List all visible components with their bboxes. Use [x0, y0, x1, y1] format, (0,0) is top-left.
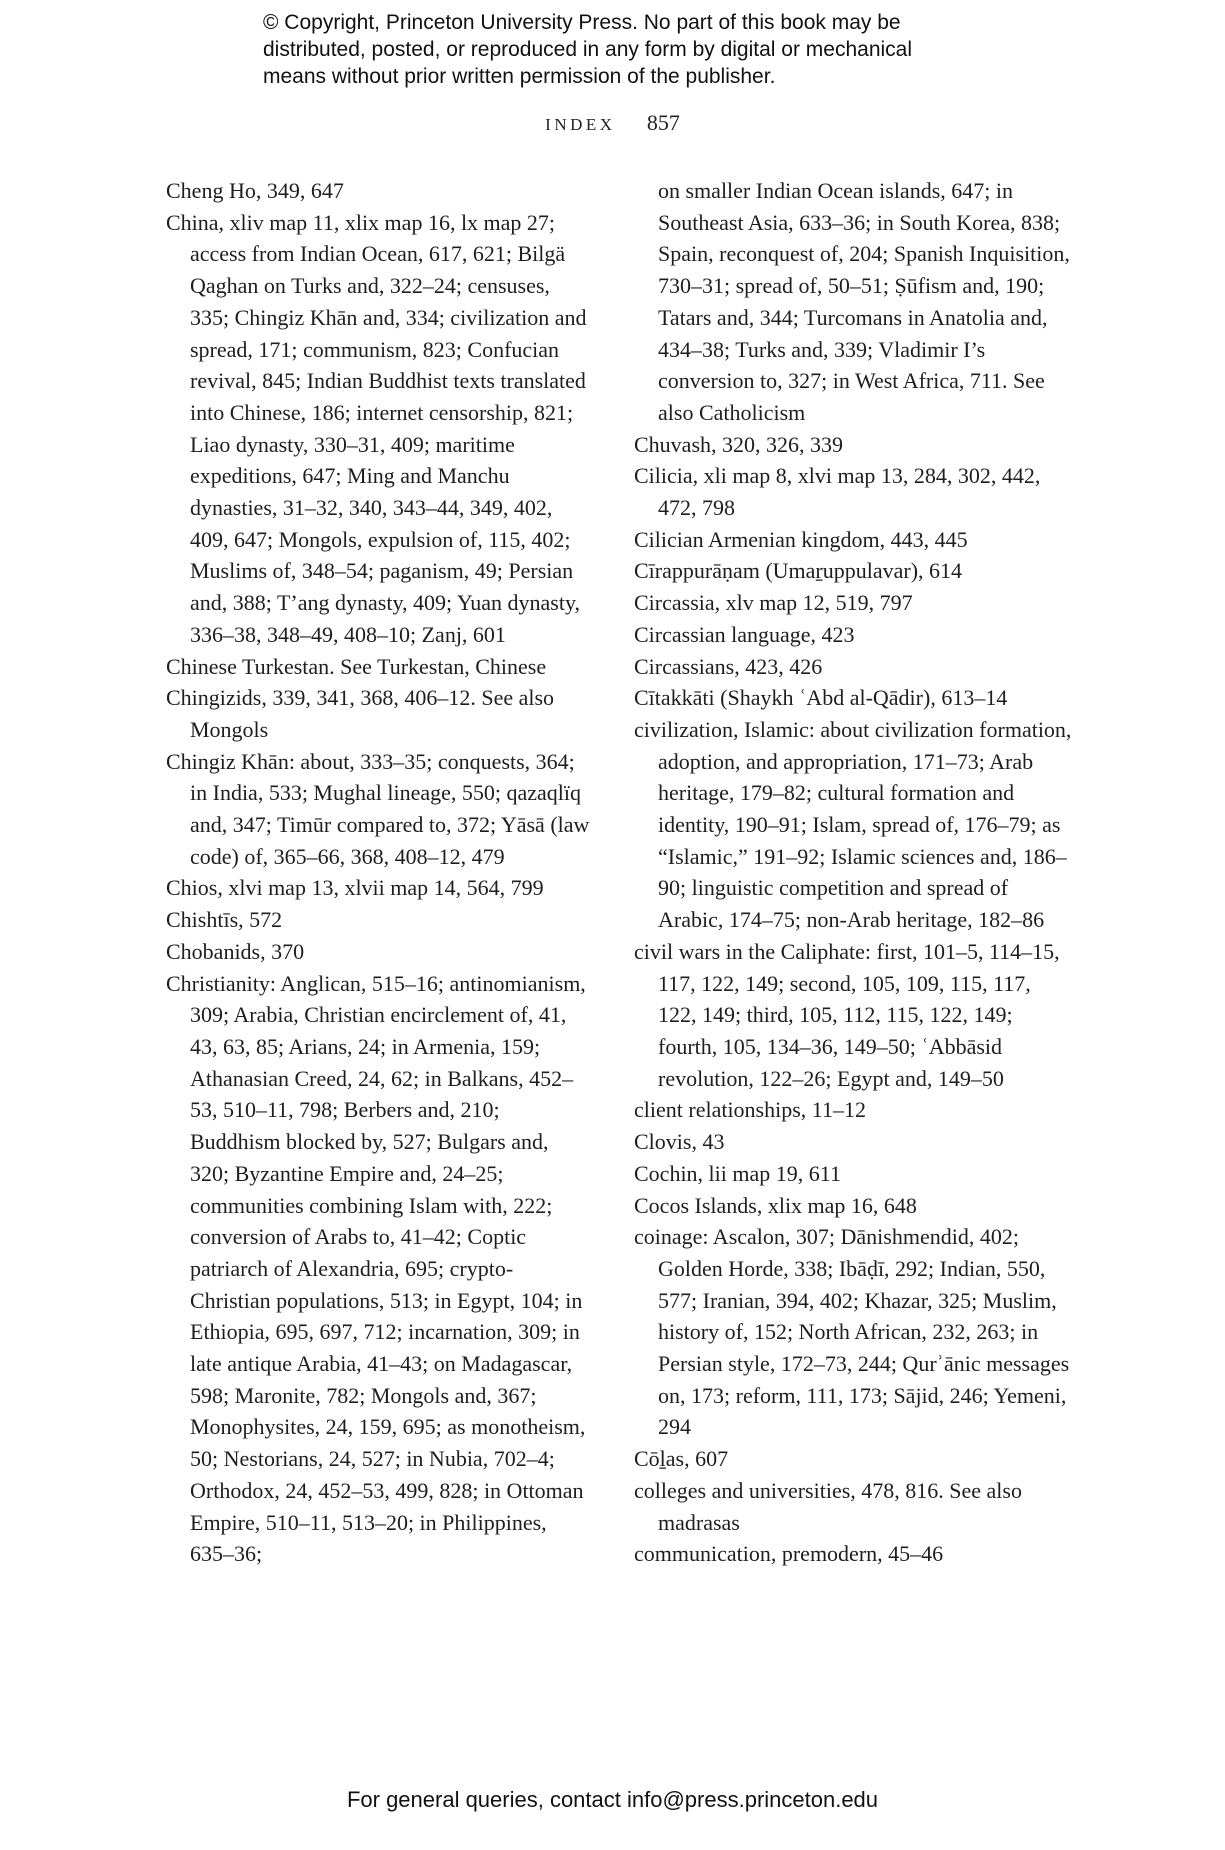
index-column-left	[166, 175, 591, 1570]
index-entry: Chuvash, 320, 326, 339	[634, 431, 843, 457]
index-entry: colleges and universities, 478, 816. See also madrasas	[634, 1477, 1022, 1535]
index-entry: civilization, Islamic: about civilization formation, adoption, and appropriation, 171–73; Arab heritage, 179–82; cultural formation and identity, 190–91; Islam, spread of, 176–79; as “Islamic,” 191–92; Islamic sciences and, 186–90; linguistic competition and spread of Arabic, 174–75; non-Arab heritage, 182–86	[634, 716, 1072, 933]
copyright-line: © Copyright, Princeton University Press. No part of this book may be	[263, 11, 901, 34]
index-entry: Circassian language, 423	[634, 621, 855, 647]
index-entry: Cītakkāti (Shaykh ʿAbd al-Qādir), 613–14	[634, 685, 1008, 711]
section-title: INDEX	[545, 115, 616, 134]
index-entry: Circassia, xlv map 12, 519, 797	[634, 590, 913, 616]
index-entry: Clovis, 43	[634, 1129, 725, 1155]
index-entry: Cocos Islands, xlix map 16, 648	[634, 1192, 917, 1218]
index-entry: Cochin, lii map 19, 611	[634, 1160, 841, 1186]
index-entry: Chinese Turkestan. See Turkestan, Chinese	[166, 653, 547, 679]
copyright-line: distributed, posted, or reproduced in any form by digital or mechanical	[263, 38, 913, 61]
copyright-line: means without prior written permission of the publisher.	[263, 65, 776, 88]
index-entry: Chingizids, 339, 341, 368, 406–12. See also Mongols	[166, 685, 555, 742]
running-head	[0, 110, 1225, 136]
index-entry: communication, premodern, 45–46	[634, 1541, 944, 1567]
index-entry: Cīrappurāṇam (Umaṟuppulavar), 614	[634, 558, 963, 584]
index-entry: civil wars in the Caliphate: first, 101–5, 114–15, 117, 122, 149; second, 105, 109, 115, 117, 122, 149; third, 105, 112, 115, 122, 149; fourth, 105, 134–36, 149–50; ʿAbbāsid revolution, 122–26; Egypt and, 149–50	[634, 938, 1060, 1091]
index-entry: Chios, xlvi map 13, xlvii map 14, 564, 799	[166, 875, 544, 901]
index-entry: Christianity: Anglican, 515–16; antinomianism, 309; Arabia, Christian encirclement of, 41, 43, 63, 85; Arians, 24; in Armenia, 159; Athanasian Creed, 24, 62; in Balkans, 452–53, 510–11, 798; Berbers and, 210; Buddhism blocked by, 527; Bulgars and, 320; Byzantine Empire and, 24–25; communities combining Islam with, 222; conversion of Arabs to, 41–42; Coptic patriarch of Alexandria, 695; crypto-Christian populations, 513; in Egypt, 104; in Ethiopia, 695, 697, 712; incarnation, 309; in late antique Arabia, 41–43; on Madagascar, 598; Maronite, 782; Mongols and, 367; Monophysites, 24, 159, 695; as monotheism, 50; Nestorians, 24, 527; in Nubia, 702–4; Orthodox, 24, 452–53, 499, 828; in Ottoman Empire, 510–11, 513–20; in Philippines, 635–36;	[166, 970, 586, 1567]
page-number: 857	[646, 110, 680, 135]
footer-contact: For general queries, contact info@press.princeton.edu	[346, 1787, 879, 1812]
index-entry: Cilicia, xli map 8, xlvi map 13, 284, 302, 442, 472, 798	[634, 463, 1041, 521]
index-column-right	[634, 175, 1074, 1570]
index-entry: Chingiz Khān: about, 333–35; conquests, 364; in India, 533; Mughal lineage, 550; qazaqlïq and, 347; Timūr compared to, 372; Yāsā (law code) of, 365–66, 368, 408–12, 479	[166, 748, 590, 869]
index-entry: Cilician Armenian kingdom, 443, 445	[634, 526, 968, 552]
index-entry: Cōḻas, 607	[634, 1446, 729, 1472]
index-entry: client relationships, 11–12	[634, 1097, 866, 1123]
index-entry: China, xliv map 11, xlix map 16, lx map 27; access from Indian Ocean, 617, 621; Bilgä Qaghan on Turks and, 322–24; censuses, 335; Chingiz Khān and, 334; civilization and spread, 171; communism, 823; Confucian revival, 845; Indian Buddhist texts translated into Chinese, 186; internet censorship, 821; Liao dynasty, 330–31, 409; maritime expeditions, 647; Ming and Manchu dynasties, 31–32, 340, 343–44, 349, 402, 409, 647; Mongols, expulsion of, 115, 402; Muslims of, 348–54; paganism, 49; Persian and, 388; T’ang dynasty, 409; Yuan dynasty, 336–38, 348–49, 408–10; Zanj, 601	[166, 209, 587, 647]
index-entry: coinage: Ascalon, 307; Dānishmendid, 402; Golden Horde, 338; Ibāḍī, 292; Indian, 550, 577; Iranian, 394, 402; Khazar, 325; Muslim, history of, 152; North African, 232, 263; in Persian style, 172–73, 244; Qurʾānic messages on, 173; reform, 111, 173; Sājid, 246; Yemeni, 294	[634, 1224, 1070, 1440]
index-entry: on smaller Indian Ocean islands, 647; in Southeast Asia, 633–36; in South Korea, 838; Spain, reconquest of, 204; Spanish Inquisition, 730–31; spread of, 50–51; Ṣūfism and, 190; Tatars and, 344; Turcomans in Anatolia and, 434–38; Turks and, 339; Vladimir I’s conversion to, 327; in West Africa, 711. See also Catholicism	[658, 178, 1070, 425]
index-entry: Chishtīs, 572	[166, 907, 283, 933]
index-entry: Circassians, 423, 426	[634, 653, 823, 679]
copyright-notice	[263, 9, 1023, 90]
index-entry: Cheng Ho, 349, 647	[166, 178, 344, 203]
index-entry: Chobanids, 370	[166, 938, 305, 964]
